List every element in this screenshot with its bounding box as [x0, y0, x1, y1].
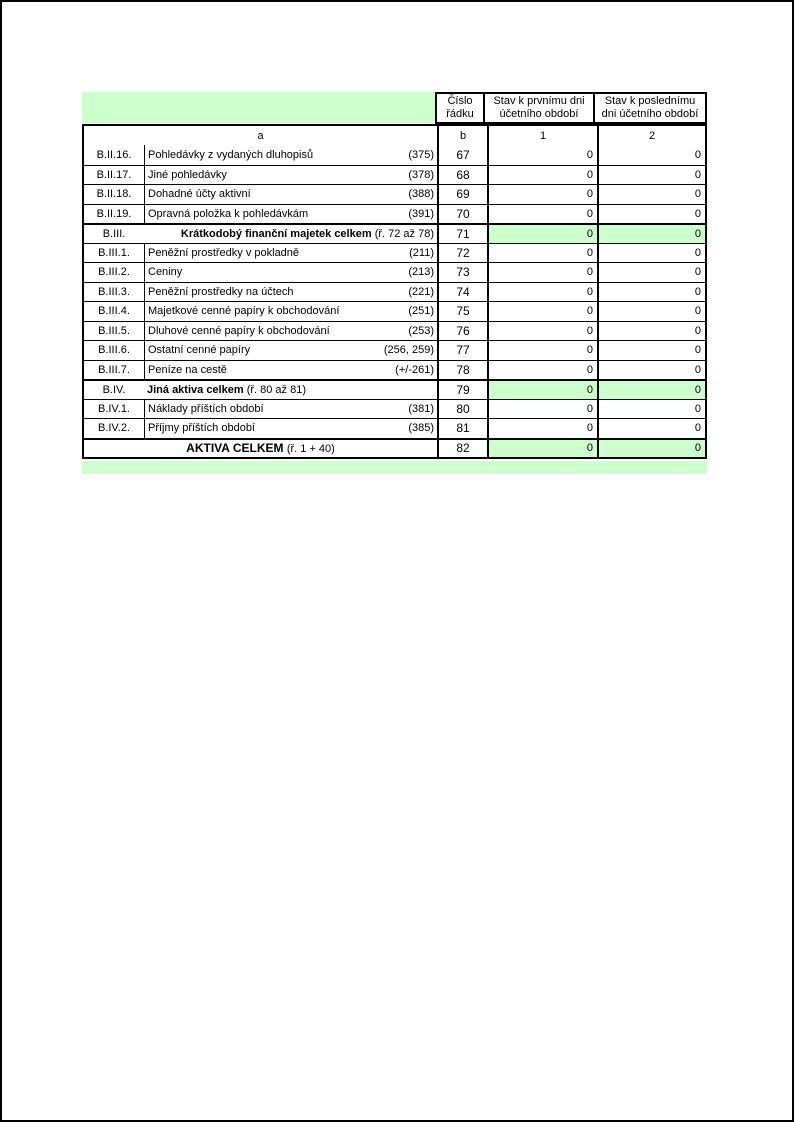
row-value-period-end: 0 [597, 381, 705, 399]
row-line-number: 81 [437, 419, 487, 438]
row-code: B.III.5. [98, 324, 130, 337]
table-header-band [82, 92, 707, 124]
row-label [144, 384, 437, 396]
row-code: B.III.6. [98, 344, 130, 357]
table-row [84, 399, 705, 419]
header-period-start-line2: účetního období [499, 108, 579, 120]
row-line-number: 67 [437, 145, 487, 165]
row-label-suffix: (ř. 1 + 40) [286, 443, 335, 456]
subheader-1: 1 [487, 126, 597, 145]
row-value-period-start: 0 [487, 145, 597, 165]
row-value-period-start: 0 [487, 302, 597, 321]
row-label: Peněžní prostředky v pokladně [148, 246, 300, 259]
table-row [84, 262, 705, 282]
row-code: B.IV.1. [97, 402, 130, 415]
row-line-number: 75 [437, 302, 487, 321]
row-account-number: (375) [408, 148, 434, 161]
row-value-period-end: 0 [597, 400, 705, 419]
table-row [84, 340, 705, 360]
row-code: B.IV.2. [97, 422, 130, 435]
row-value-period-start: 0 [487, 322, 597, 341]
row-description-cell [144, 341, 437, 360]
row-value-period-start: 0 [487, 361, 597, 380]
balance-sheet-table [82, 124, 707, 459]
row-account-number: (251) [408, 305, 434, 318]
subheader-b: b [437, 126, 487, 145]
row-value-period-end: 0 [597, 225, 705, 243]
row-value-period-start: 0 [487, 419, 597, 438]
table-row [84, 321, 705, 341]
row-line-number: 74 [437, 283, 487, 302]
row-description-cell [144, 400, 437, 419]
row-code: B.III.4. [98, 305, 130, 318]
row-description-cell [144, 283, 437, 302]
row-account-number: (381) [408, 402, 434, 415]
row-account-number: (256, 259) [383, 344, 434, 357]
row-code: B.IV. [102, 383, 126, 396]
row-value-period-end: 0 [597, 185, 705, 204]
row-label: Příjmy příštích období [148, 422, 255, 435]
row-description-cell [144, 322, 437, 341]
row-label: Peníze na cestě [148, 363, 227, 376]
row-description-cell [144, 145, 437, 165]
row-value-period-start: 0 [487, 283, 597, 302]
row-line-number: 77 [437, 341, 487, 360]
header-line-number-column [435, 92, 485, 124]
row-value-period-end: 0 [597, 302, 705, 321]
row-label-bold-text: AKTIVA CELKEM [186, 441, 287, 456]
header-period-end-column [595, 92, 707, 124]
row-line-number: 80 [437, 400, 487, 419]
row-line-number: 68 [437, 166, 487, 185]
row-code: B.III.1. [98, 246, 130, 259]
row-account-number: (253) [408, 324, 434, 337]
row-description-cell [144, 244, 437, 263]
row-value-period-start: 0 [487, 381, 597, 399]
row-label: Náklady příštích období [148, 402, 264, 415]
row-account-number: (378) [408, 168, 434, 181]
table-row [84, 145, 705, 165]
header-line-number-label-line1: Číslo [447, 95, 473, 107]
row-code: B.III. [102, 227, 126, 240]
row-label-suffix: (ř. 72 až 78) [374, 227, 434, 240]
row-code: B.II.16. [96, 148, 132, 161]
row-label [144, 228, 437, 240]
table-row [84, 243, 705, 263]
row-label: Ceniny [148, 266, 183, 279]
row-value-period-end: 0 [597, 440, 705, 458]
row-description-cell [144, 166, 437, 185]
row-description-merged-cell [84, 381, 437, 399]
header-period-start-column [485, 92, 595, 124]
row-value-period-start: 0 [487, 225, 597, 243]
row-label: Ostatní cenné papíry [148, 344, 251, 357]
row-value-period-start: 0 [487, 400, 597, 419]
row-account-number: (221) [408, 285, 434, 298]
row-account-number: (388) [408, 188, 434, 201]
row-line-number: 76 [437, 322, 487, 341]
row-description-cell [144, 185, 437, 204]
row-label: Dohadné účty aktivní [148, 188, 251, 201]
table-row [84, 184, 705, 204]
subheader-a: a [257, 129, 264, 142]
table-row [84, 165, 705, 185]
row-code: B.II.19. [96, 207, 132, 220]
row-label-bold-text: Krátkodobý finanční majetek celkem [180, 227, 375, 240]
row-code: B.III.3. [98, 285, 130, 298]
row-code: B.III.2. [98, 266, 130, 279]
header-period-start-line1: Stav k prvnímu dni [493, 95, 585, 107]
subheader-row [84, 126, 705, 145]
row-label: Majetkové cenné papíry k obchodování [148, 305, 340, 318]
table-row [84, 223, 705, 243]
row-line-number: 79 [437, 381, 487, 399]
row-account-number: (+/-261) [395, 363, 434, 376]
row-line-number: 82 [437, 440, 487, 458]
row-description-cell [144, 419, 437, 438]
table-row [84, 301, 705, 321]
row-code: B.II.18. [96, 188, 132, 201]
row-value-period-end: 0 [597, 283, 705, 302]
table-row [84, 379, 705, 399]
header-period-end-line2: dni účetního období [601, 108, 699, 120]
row-description-cell [144, 302, 437, 321]
row-account-number: (385) [408, 422, 434, 435]
row-value-period-end: 0 [597, 361, 705, 380]
row-label: Pohledávky z vydaných dluhopisů [148, 148, 314, 161]
row-value-period-end: 0 [597, 419, 705, 438]
bottom-green-bar [82, 461, 707, 474]
table-row [84, 438, 705, 458]
row-line-number: 78 [437, 361, 487, 380]
row-description-cell [144, 361, 437, 380]
row-value-period-end: 0 [597, 244, 705, 263]
table-rows [84, 145, 705, 457]
table-row [84, 282, 705, 302]
row-line-number: 69 [437, 185, 487, 204]
table-row [84, 360, 705, 380]
row-account-number: (213) [408, 266, 434, 279]
row-line-number: 70 [437, 205, 487, 224]
row-description-cell [144, 205, 437, 224]
header-period-end-line1: Stav k poslednímu [604, 95, 696, 107]
row-description-merged-cell [84, 225, 437, 243]
row-value-period-start: 0 [487, 440, 597, 458]
row-label: Peněžní prostředky na účtech [148, 285, 294, 298]
row-description-cell [144, 263, 437, 282]
row-line-number: 73 [437, 263, 487, 282]
row-value-period-end: 0 [597, 205, 705, 224]
table-row [84, 204, 705, 224]
subheader-2: 2 [597, 126, 705, 145]
row-account-number: (211) [409, 246, 434, 259]
row-label: Opravná položka k pohledávkám [148, 207, 309, 220]
row-line-number: 71 [437, 225, 487, 243]
row-value-period-end: 0 [597, 145, 705, 165]
header-green-block [82, 92, 435, 123]
row-value-period-start: 0 [487, 244, 597, 263]
row-label-suffix: (ř. 80 až 81) [246, 383, 306, 396]
row-value-period-end: 0 [597, 341, 705, 360]
row-value-period-end: 0 [597, 322, 705, 341]
row-account-number: (391) [408, 207, 434, 220]
row-value-period-end: 0 [597, 263, 705, 282]
row-value-period-start: 0 [487, 263, 597, 282]
row-label [84, 441, 437, 455]
row-description-merged-cell [84, 440, 437, 458]
row-value-period-end: 0 [597, 166, 705, 185]
row-code: B.III.7. [98, 363, 130, 376]
row-value-period-start: 0 [487, 185, 597, 204]
row-value-period-start: 0 [487, 205, 597, 224]
row-line-number: 72 [437, 244, 487, 263]
header-line-number-label-line2: řádku [446, 108, 474, 120]
row-label: Jiné pohledávky [148, 168, 227, 181]
table-row [84, 418, 705, 438]
row-code: B.II.17. [96, 168, 132, 181]
row-label-bold-text: Jiná aktiva celkem [147, 383, 247, 396]
row-label: Dluhové cenné papíry k obchodování [148, 324, 330, 337]
row-value-period-start: 0 [487, 341, 597, 360]
row-value-period-start: 0 [487, 166, 597, 185]
